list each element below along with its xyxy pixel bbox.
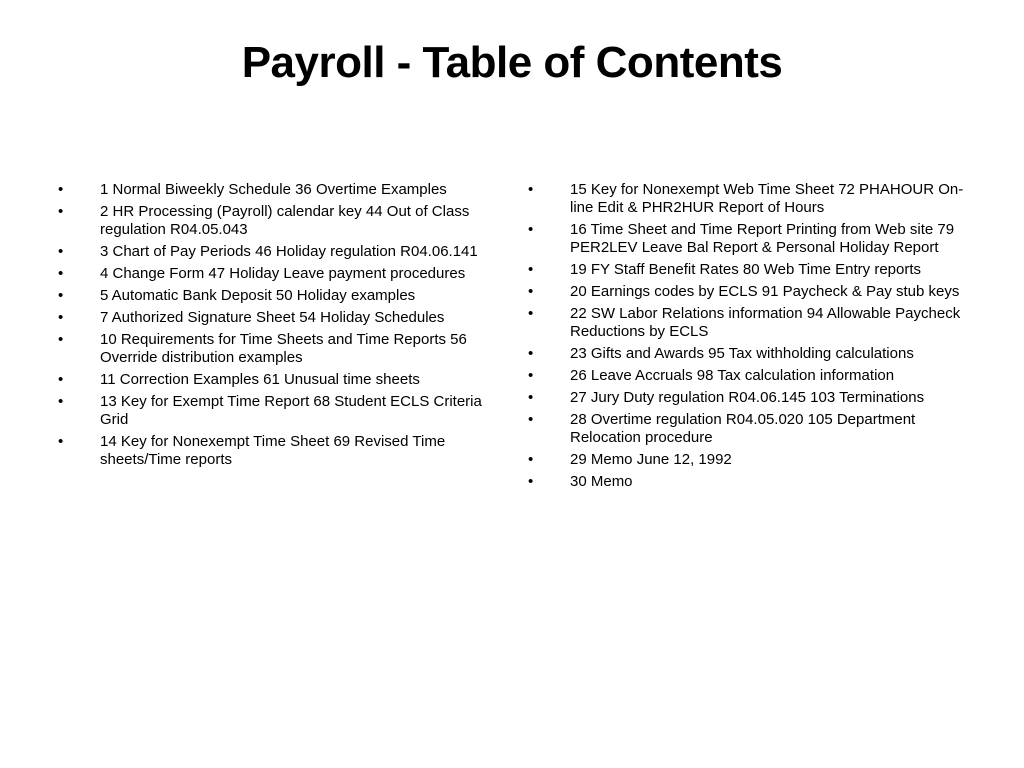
list-item-text: 30 Memo [570,473,633,490]
list-item-text: 29 Memo June 12, 1992 [570,451,732,468]
list-item-text: 27 Jury Duty regulation R04.06.145 103 Terminations [570,389,925,406]
list-item [528,367,974,385]
list-item [58,181,494,199]
list-item [58,243,494,261]
list-item-text: 2 HR Processing (Payroll) calendar key 44 Out of Class regulation R04.05.043 [100,203,470,238]
list-item [58,309,494,327]
list-item [58,331,494,367]
bullet-icon: • [528,283,534,300]
bullet-icon: • [58,393,64,410]
list-item [528,305,974,341]
bullet-icon: • [58,433,64,450]
bullet-icon: • [528,221,534,238]
list-item [528,261,974,279]
list-item [528,451,974,469]
bullet-icon: • [58,265,64,282]
list-item [58,203,494,239]
bullet-icon: • [58,181,64,198]
list-item-text: 1 Normal Biweekly Schedule 36 Overtime Examples [100,181,447,198]
list-item [58,287,494,305]
list-item-text: 26 Leave Accruals 98 Tax calculation information [570,367,895,384]
list-item-text: 5 Automatic Bank Deposit 50 Holiday examples [100,287,416,304]
left-column-list [58,181,494,473]
list-item [528,221,974,257]
list-item-text: 16 Time Sheet and Time Report Printing from Web site 79 PER2LEV Leave Bal Report & Personal Holiday Report [570,221,955,256]
list-item [58,393,494,429]
list-item-text: 7 Authorized Signature Sheet 54 Holiday Schedules [100,309,445,326]
bullet-icon: • [528,345,534,362]
list-item-text: 19 FY Staff Benefit Rates 80 Web Time Entry reports [570,261,922,278]
right-column-list [528,181,974,495]
list-item-text: 3 Chart of Pay Periods 46 Holiday regulation R04.06.141 [100,243,478,260]
list-item-text: 11 Correction Examples 61 Unusual time sheets [100,371,420,388]
bullet-icon: • [528,261,534,278]
bullet-icon: • [58,203,64,220]
bullet-icon: • [58,287,64,304]
list-item [58,433,494,469]
bullet-icon: • [58,243,64,260]
list-item [528,181,974,217]
bullet-icon: • [528,367,534,384]
list-item [58,265,494,283]
list-item-text: 13 Key for Exempt Time Report 68 Student ECLS Criteria Grid [100,393,482,428]
bullet-icon: • [528,389,534,406]
list-item [528,411,974,447]
list-item-text: 15 Key for Nonexempt Web Time Sheet 72 PHAHOUR On-line Edit & PHR2HUR Report of Hours [570,181,964,216]
bullet-icon: • [58,331,64,348]
list-item-text: 14 Key for Nonexempt Time Sheet 69 Revised Time sheets/Time reports [100,433,446,468]
list-item-text: 20 Earnings codes by ECLS 91 Paycheck & Pay stub keys [570,283,960,300]
bullet-icon: • [528,411,534,428]
bullet-icon: • [528,181,534,198]
list-item [528,283,974,301]
list-item [528,345,974,363]
list-item [528,389,974,407]
list-item-text: 28 Overtime regulation R04.05.020 105 Department Relocation procedure [570,411,916,446]
bullet-icon: • [58,309,64,326]
list-item-text: 4 Change Form 47 Holiday Leave payment procedures [100,265,466,282]
list-item-text: 23 Gifts and Awards 95 Tax withholding calculations [570,345,914,362]
list-item-text: 10 Requirements for Time Sheets and Time Reports 56 Override distribution examples [100,331,467,366]
list-item [528,473,974,491]
bullet-icon: • [528,473,534,490]
list-item-text: 22 SW Labor Relations information 94 Allowable Paycheck Reductions by ECLS [570,305,961,340]
bullet-icon: • [58,371,64,388]
bullet-icon: • [528,305,534,322]
bullet-icon: • [528,451,534,468]
slide-title: Payroll - Table of Contents [241,38,783,87]
list-item [58,371,494,389]
